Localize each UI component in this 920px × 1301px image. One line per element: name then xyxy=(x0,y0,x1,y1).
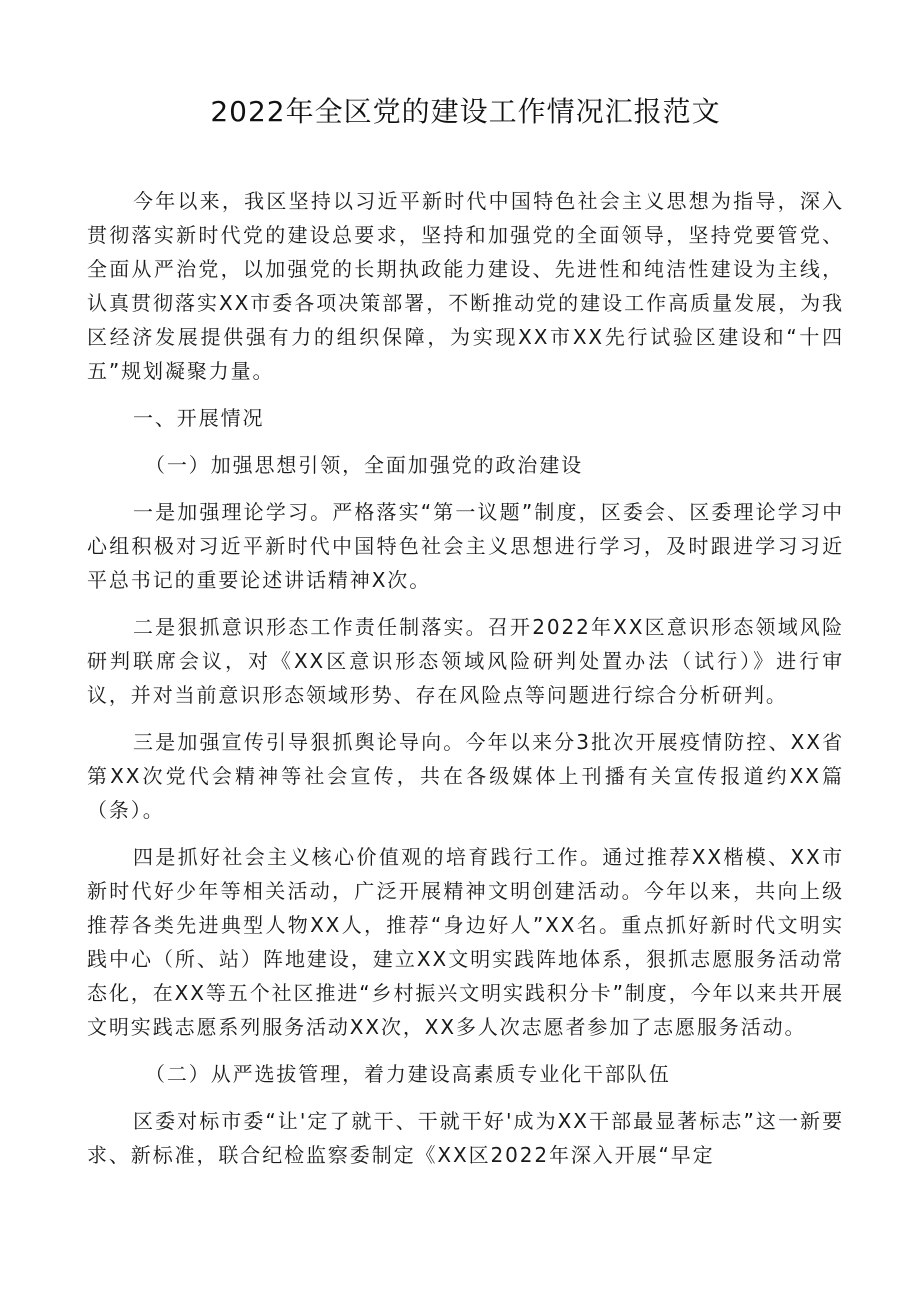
body-paragraph: 三是加强宣传引导狠抓舆论导向。今年以来分3批次开展疫情防控、XX省第XX次党代会精神等社会宣传，共在各级媒体上刊播有关宣传报道约XX篇（条）。 xyxy=(87,730,844,822)
document-title: 2022年全区党的建设工作情况汇报范文 xyxy=(210,95,721,128)
intro-paragraph: 今年以来，我区坚持以习近平新时代中国特色社会主义思想为指导，深入贯彻落实新时代党的建设总要求，坚持和加强党的全面领导，坚持党要管党、全面从严治党，以加强党的长期执政能力建设、先进性和纯洁性建设为主线，认真贯彻落实XX市委各项决策部署，不断推动党的建设工作高质量发展，为我区经济发展提供强有力的组织保障，为实现XX市XX先行试验区建设和“十四五”规划凝聚力量。 xyxy=(87,189,844,383)
subsection-heading-2: （二）从严选拔管理，着力建设高素质专业化干部队伍 xyxy=(145,1062,671,1086)
body-paragraph: 二是狠抓意识形态工作责任制落实。召开2022年XX区意识形态领域风险研判联席会议，对《XX区意识形态领域风险研判处置办法（试行）》进行审议，并对当前意识形态领域形势、存在风险点等问题进行综合分析研判。 xyxy=(87,615,844,707)
body-paragraph: 四是抓好社会主义核心价值观的培育践行工作。通过推荐XX楷模、XX市新时代好少年等相关活动，广泛开展精神文明创建活动。今年以来，共向上级推荐各类先进典型人物XX人，推荐“身边好人”XX名。重点抓好新时代文明实践中心（所、站）阵地建设，建立XX文明实践阵地体系，狠抓志愿服务活动常态化，在XX等五个社区推进“乡村振兴文明实践积分卡”制度，今年以来共开展文明实践志愿系列服务活动XX次，XX多人次志愿者参加了志愿服务活动。 xyxy=(87,845,844,1039)
section-heading-1: 一、开展情况 xyxy=(133,406,265,430)
subsection-heading-1: （一）加强思想引领，全面加强党的政治建设 xyxy=(145,453,583,477)
body-paragraph: 区委对标市委“让'定了就干、干就干好'成为XX干部最显著标志”这一新要求、新标准，联合纪检监察委制定《XX区2022年深入开展“早定 xyxy=(87,1109,844,1167)
body-paragraph: 一是加强理论学习。严格落实“第一议题”制度，区委会、区委理论学习中心组积极对习近平新时代中国特色社会主义思想进行学习，及时跟进学习习近平总书记的重要论述讲话精神X次。 xyxy=(87,500,844,592)
document-body xyxy=(87,184,844,1172)
